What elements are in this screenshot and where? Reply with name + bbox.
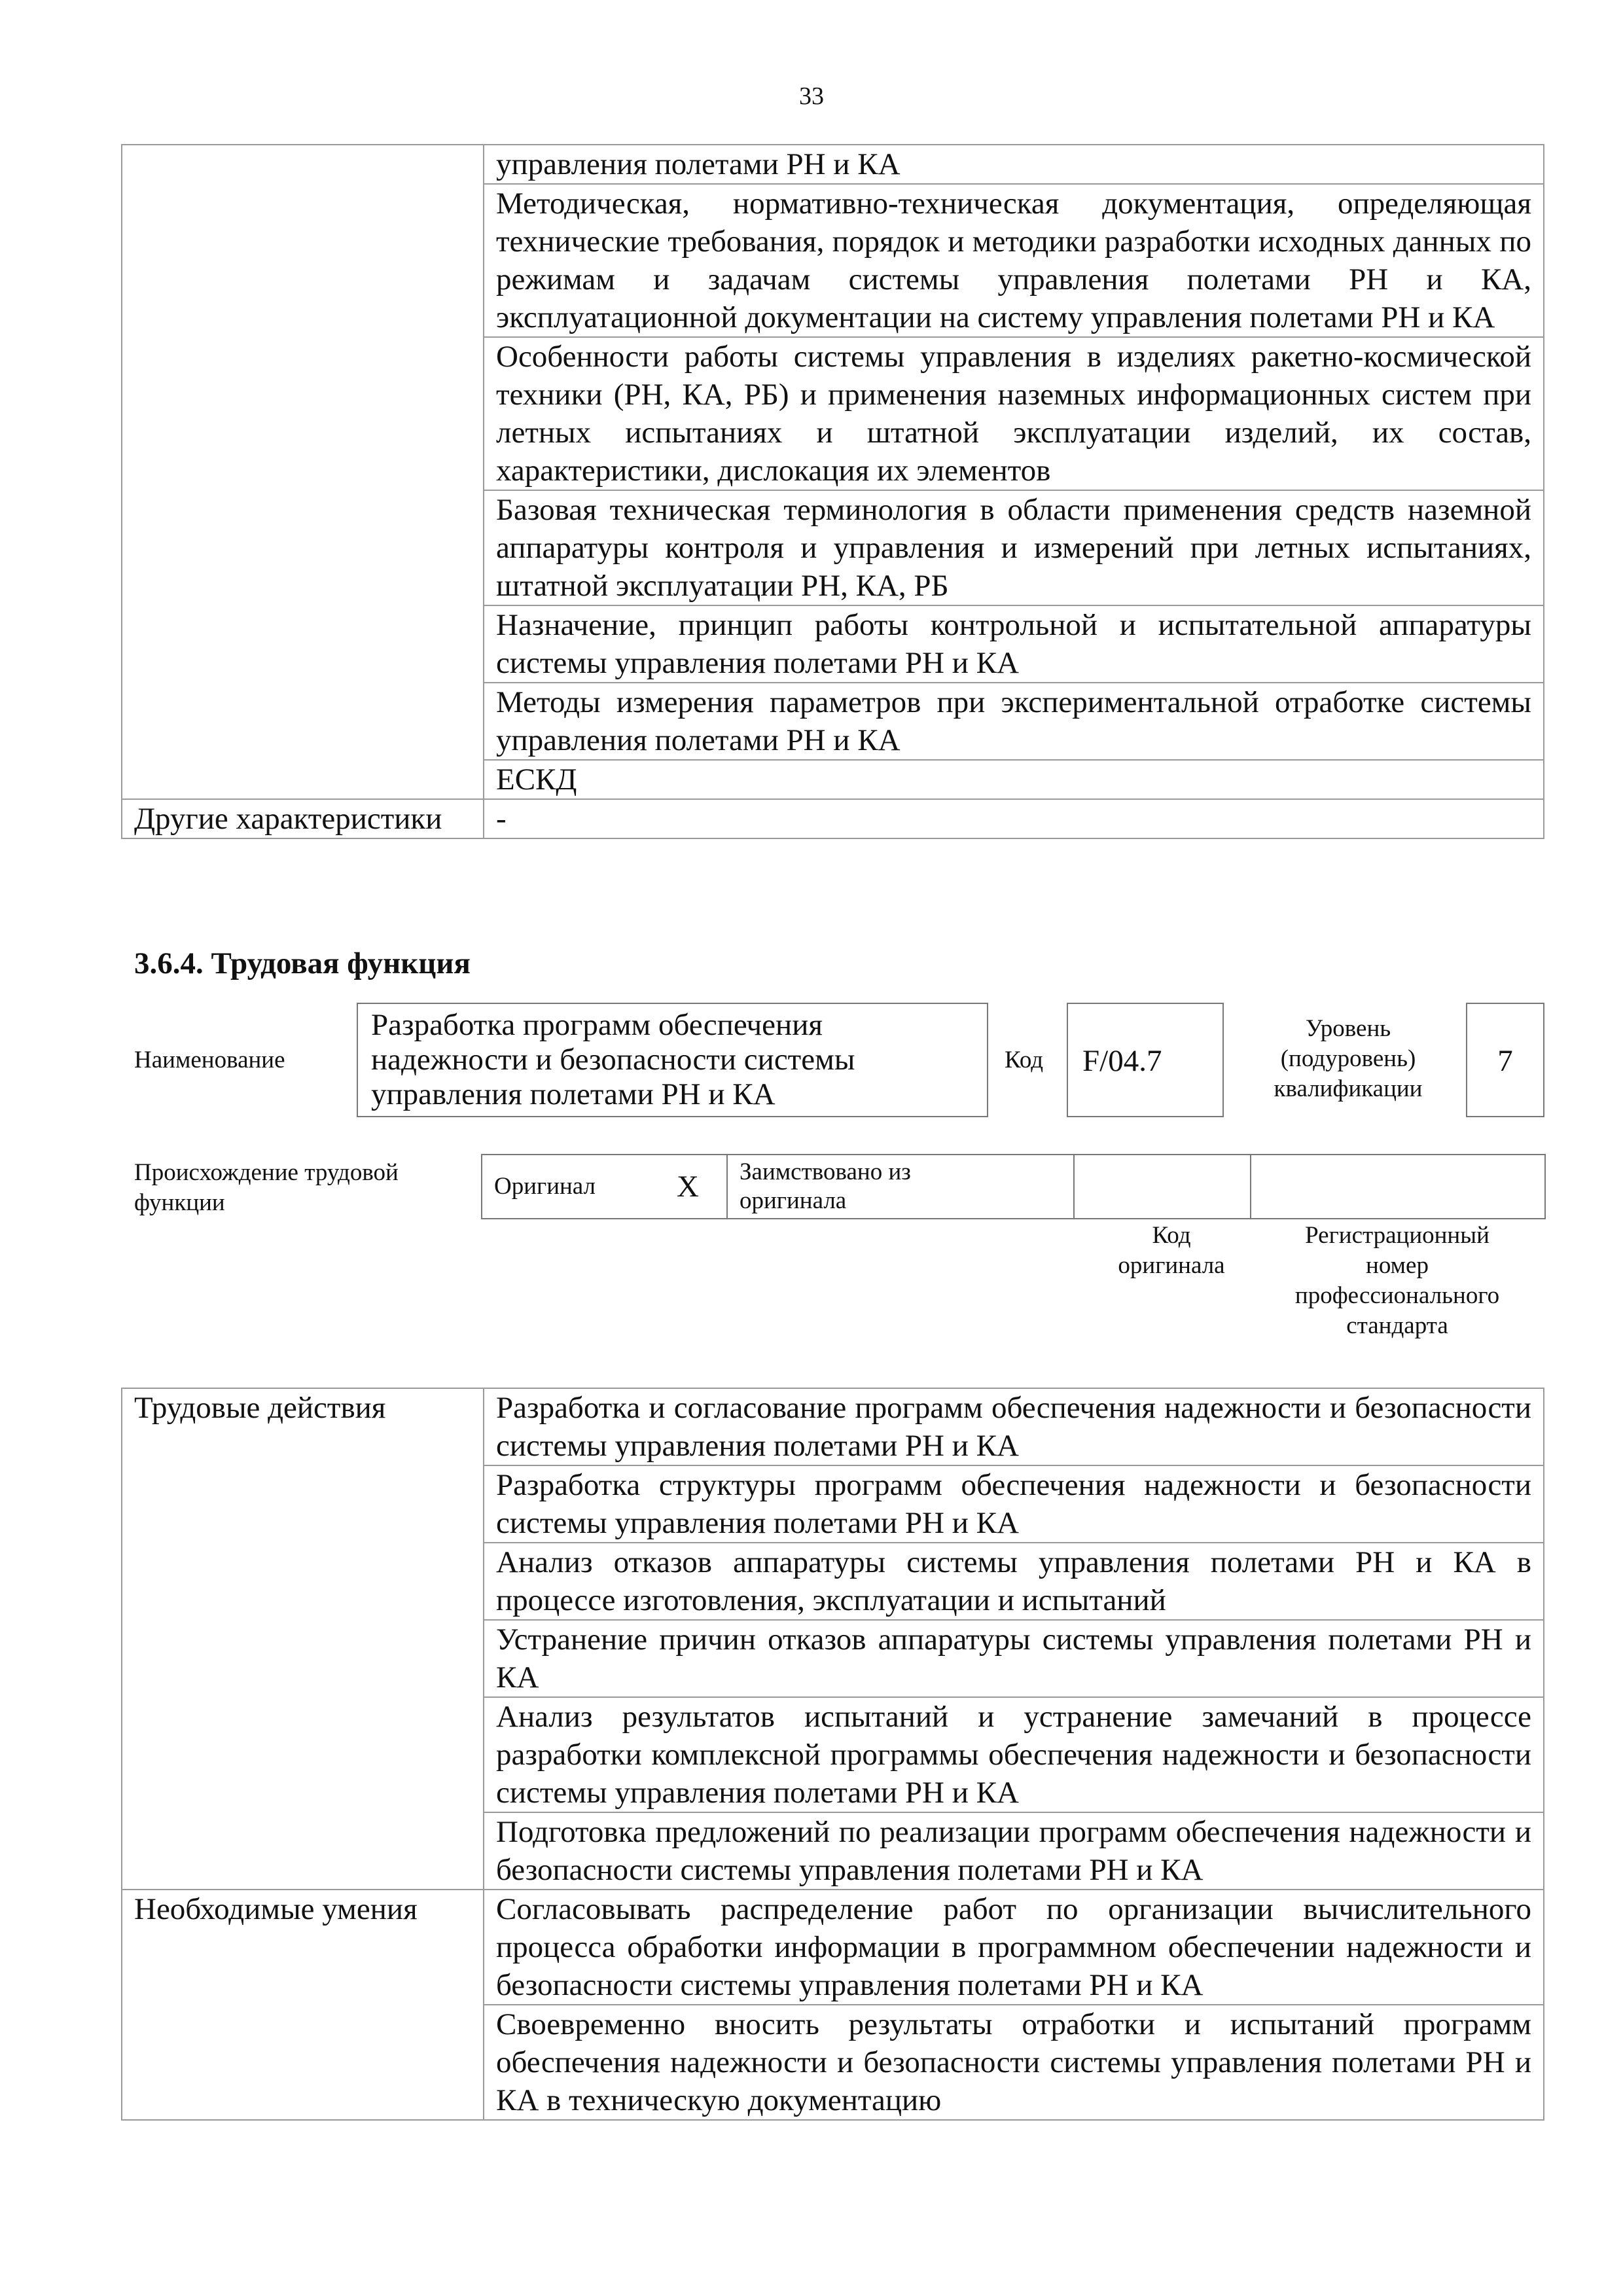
skills-label: Необходимые умения (122, 1890, 484, 2120)
code-caption-1: Код (1152, 1222, 1191, 1249)
name-label: Наименование (134, 1047, 285, 1073)
reg-caption-3: профессионального (1294, 1282, 1500, 1309)
borrowed-label-1: Заимствовано из (740, 1158, 911, 1185)
table-row (122, 145, 1544, 184)
table-cell-text: Базовая техническая терминология в области применения средств наземной аппаратуры контроля и управления и измерений при летных испытаниях, штатной эксплуатации РН, КА, РБ (484, 490, 1544, 605)
labor-action-item: Анализ отказов аппаратуры системы управления полетами РН и КА в процессе изготовления, эксплуатации и испытаний (484, 1543, 1544, 1620)
table-row (122, 799, 1544, 838)
borrowed-label-2: оригинала (740, 1187, 847, 1214)
knowledge-table-continued (121, 144, 1544, 839)
reg-caption-1: Регистрационный (1305, 1222, 1489, 1249)
origin-reg-number-cell (1251, 1155, 1545, 1219)
origin-code-cell (1074, 1155, 1251, 1219)
code-caption-2: оригинала (1118, 1252, 1225, 1279)
origin-table (481, 1154, 1546, 1219)
table-row (482, 1155, 1545, 1219)
table-cell-left (122, 145, 484, 799)
level-label-2: (подуровень) (1280, 1045, 1416, 1072)
labor-action-item: Разработка структуры программ обеспечения надежности и безопасности системы управления полетами РН и КА (484, 1465, 1544, 1543)
labor-action-item: Разработка и согласование программ обеспечения надежности и безопасности системы управления полетами РН и КА (484, 1388, 1544, 1465)
page-number: 33 (799, 82, 824, 110)
table-row (122, 1388, 1544, 1465)
table-row (122, 1890, 1544, 2005)
labor-function-table (121, 1388, 1544, 2121)
level-label-3: квалификации (1274, 1075, 1423, 1102)
code-label: Код (1005, 1047, 1044, 1073)
labor-action-item: Устранение причин отказов аппаратуры системы управления полетами РН и КА (484, 1620, 1544, 1697)
level-label-1: Уровень (1305, 1015, 1391, 1042)
section-heading: 3.6.4. Трудовая функция (134, 946, 471, 980)
table-cell-text: Методы измерения параметров при экспериментальной отработке системы управления полетами РН и КА (484, 683, 1544, 760)
reg-caption-2: номер (1366, 1252, 1429, 1279)
labor-action-item: Подготовка предложений по реализации программ обеспечения надежности и безопасности системы управления полетами РН и КА (484, 1812, 1544, 1890)
reg-caption-4: стандарта (1346, 1312, 1448, 1339)
original-mark: X (665, 1155, 727, 1219)
labor-action-item: Анализ результатов испытаний и устранение замечаний в процессе разработки комплексной программы обеспечения надежности и безопасности системы управления полетами РН и КА (484, 1697, 1544, 1812)
skill-item: Своевременно вносить результаты отработки и испытаний программ обеспечения надежности и безопасности системы управления полетами РН и КА в техническую документацию (484, 2005, 1544, 2120)
borrowed-cell (727, 1155, 1074, 1219)
origin-label-2: функции (134, 1189, 225, 1216)
table-cell-text: Методическая, нормативно-техническая документация, определяющая технические требования, порядок и методики разработки исходных данных по режимам и задачам системы управления полетами РН и КА, эксплуатационной документации на систему управления полетами РН и КА (484, 184, 1544, 337)
table-cell-text: ЕСКД (484, 760, 1544, 799)
skill-item: Согласовывать распределение работ по организации вычислительного процесса обработки информации в программном обеспечении надежности и безопасности системы управления полетами РН и КА (484, 1890, 1544, 2005)
level-value-box: 7 (1466, 1003, 1544, 1117)
table-cell-text: управления полетами РН и КА (484, 145, 1544, 184)
original-label: Оригинал (482, 1155, 665, 1219)
labor-actions-label: Трудовые действия (122, 1388, 484, 1890)
table-cell-text: - (484, 799, 1544, 838)
table-cell-label: Другие характеристики (122, 799, 484, 838)
code-value-box: F/04.7 (1067, 1003, 1224, 1117)
table-cell-text: Назначение, принцип работы контрольной и испытательной аппаратуры системы управления полетами РН и КА (484, 605, 1544, 683)
function-name-box: Разработка программ обеспечения надежности и безопасности системы управления полетами РН и КА (357, 1003, 988, 1117)
table-cell-text: Особенности работы системы управления в изделиях ракетно-космической техники (РН, КА, РБ) и применения наземных информационных систем при летных испытаниях и штатной эксплуатации изделий, их состав, характеристики, дислокация их элементов (484, 337, 1544, 490)
origin-label-1: Происхождение трудовой (134, 1159, 399, 1186)
